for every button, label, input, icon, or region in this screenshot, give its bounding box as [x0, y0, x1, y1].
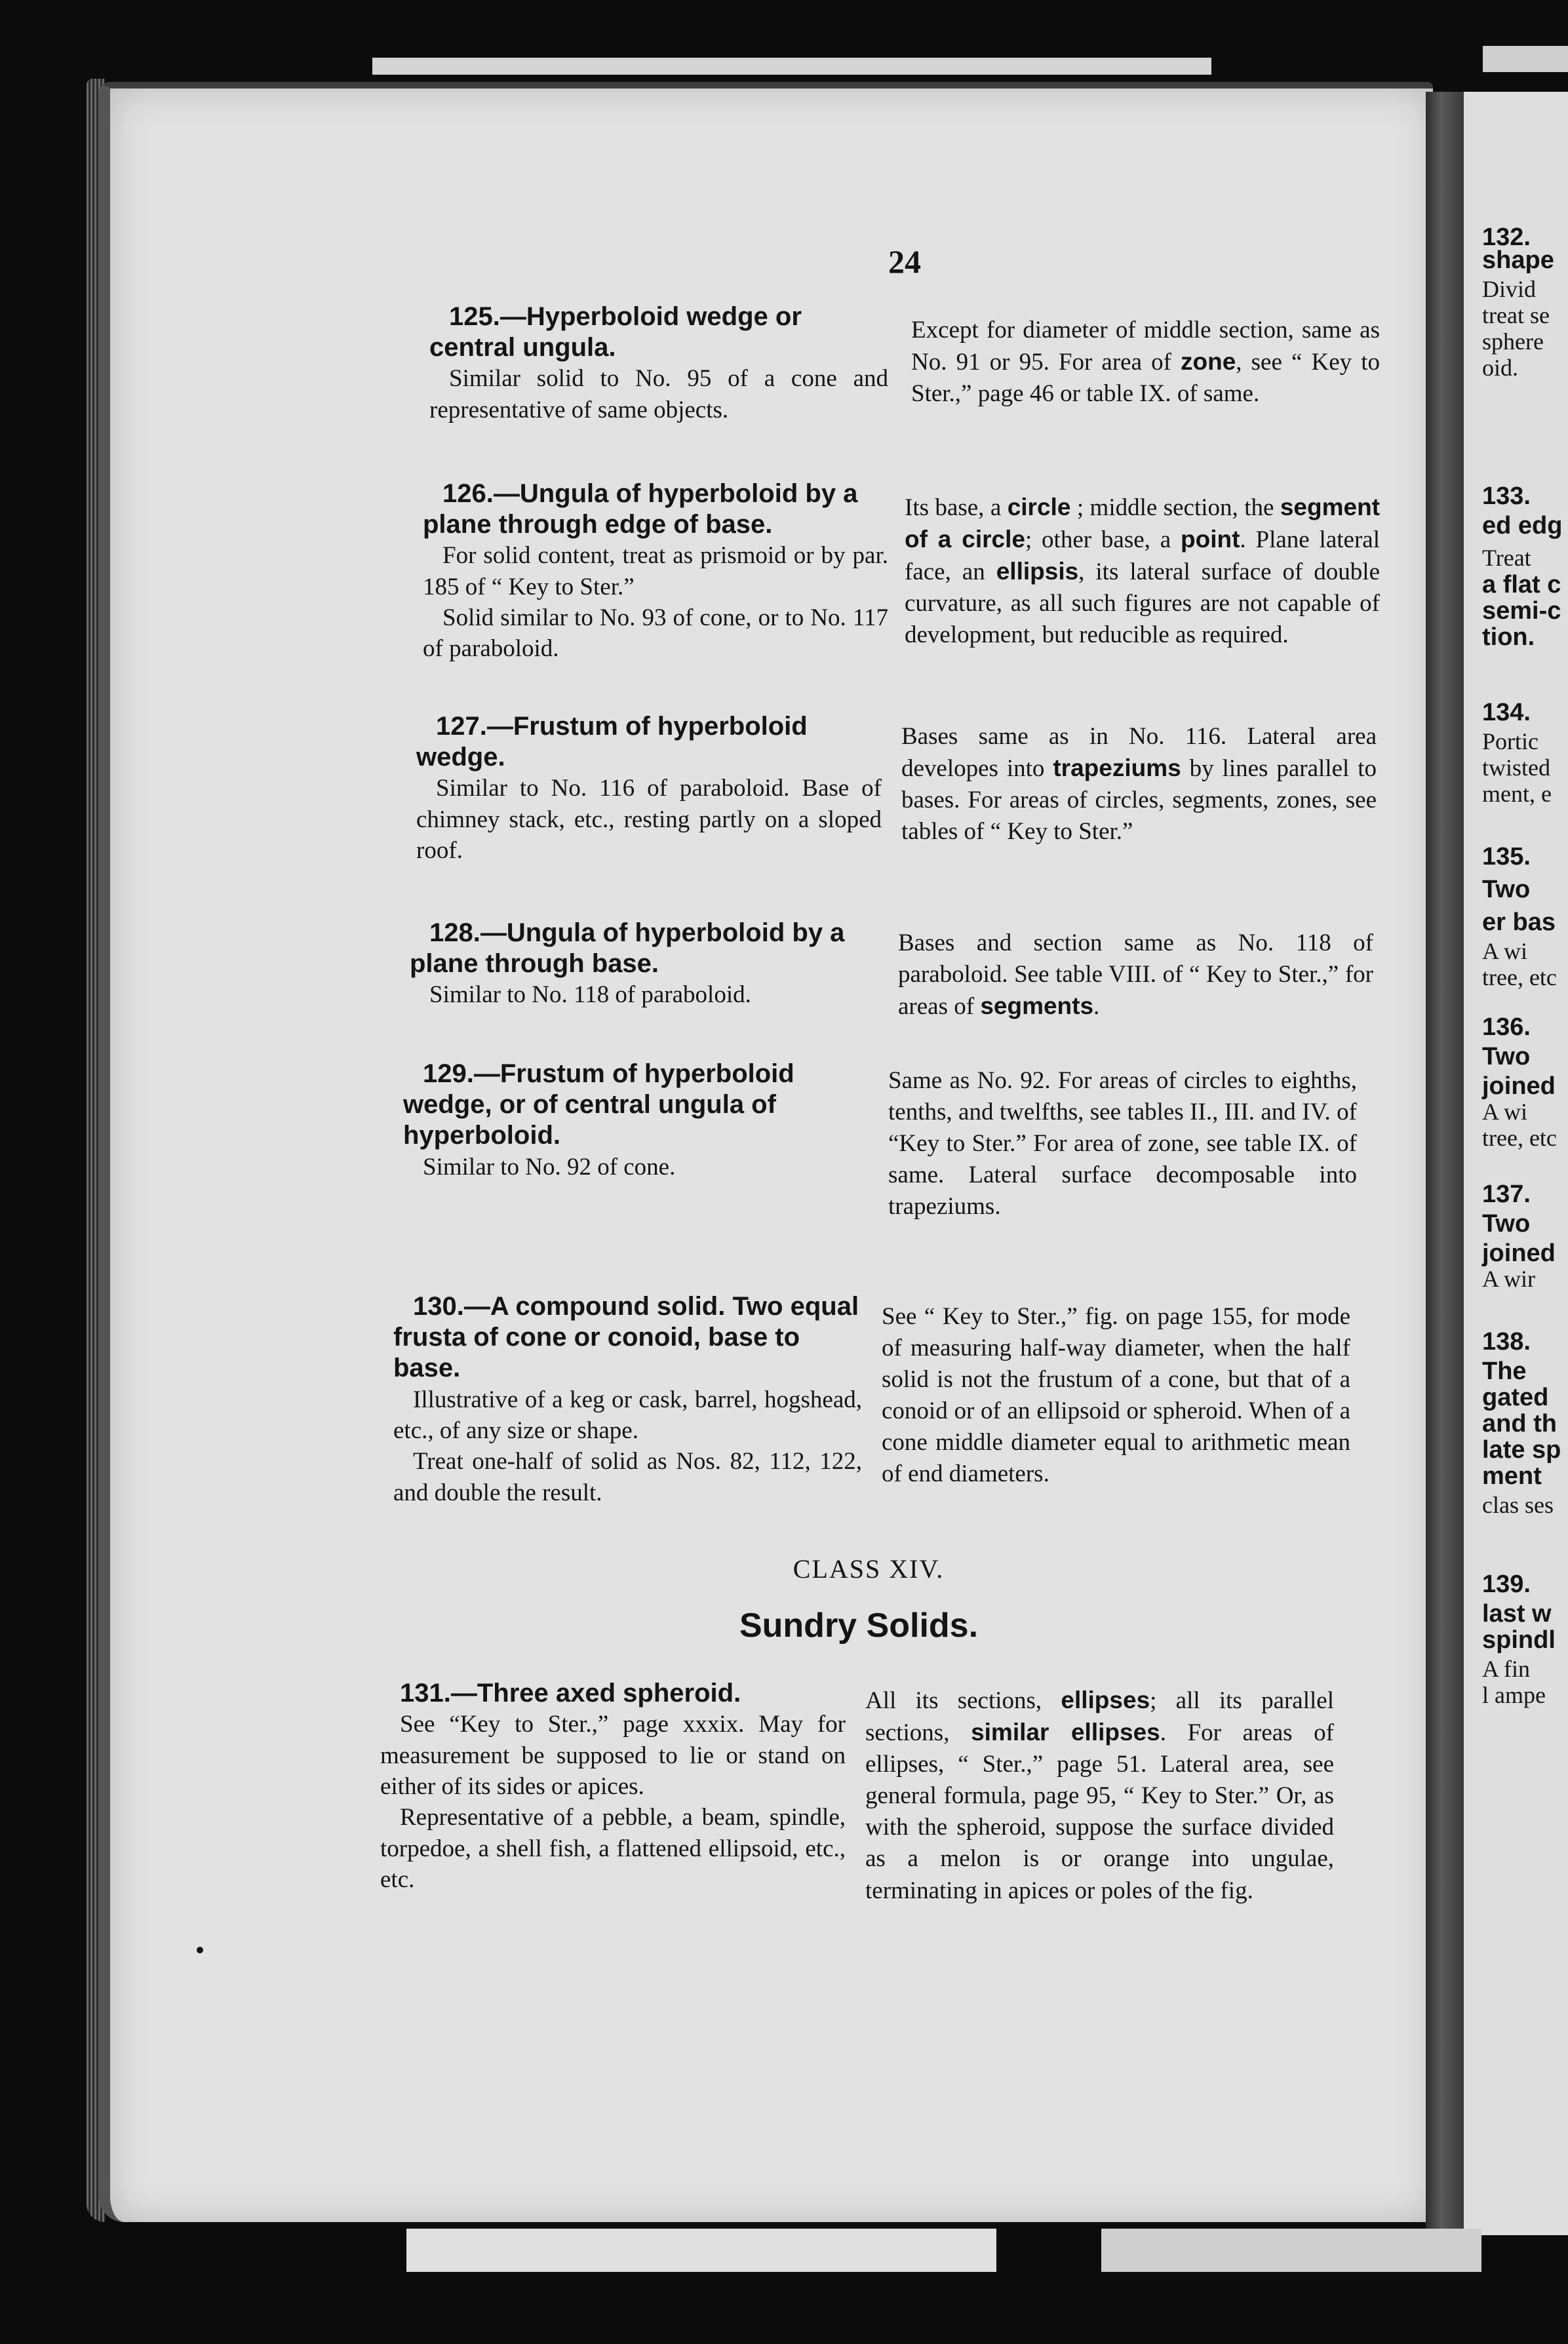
entry-heading: 129.—Frustum of hyperboloid wedge, or of central ungula of hyperboloid.	[403, 1059, 794, 1150]
facing-page-fragment: joined	[1482, 1072, 1556, 1100]
entry-text: Similar to No. 92 of cone.	[423, 1153, 676, 1181]
facing-page-fragment: A wir	[1482, 1266, 1535, 1292]
facing-page-fragment: gated	[1482, 1384, 1549, 1411]
facing-page-fragment: ed edg	[1482, 512, 1563, 539]
facing-page-fragment: Two	[1482, 1043, 1531, 1070]
facing-page-fragment: late sp	[1482, 1436, 1561, 1464]
entry-text: Similar to No. 116 of paraboloid. Base of chimney stack, etc., resting partly on a sloped roof.	[416, 775, 882, 865]
facing-page-fragment: 137.	[1482, 1181, 1531, 1208]
facing-page-fragment: Two	[1482, 1210, 1531, 1238]
entry-text: Illustrative of a keg or cask, barrel, hogshead, etc., of any size or shape.	[393, 1386, 862, 1444]
top-margin-strip	[372, 58, 1211, 75]
facing-page-fragment: 139.	[1482, 1571, 1531, 1598]
facing-page-fragment: tion.	[1482, 623, 1535, 651]
ink-speck	[197, 1947, 203, 1953]
facing-page-fragment: oid.	[1482, 355, 1519, 381]
entry-126-left	[423, 479, 888, 665]
facing-page-fragment: joined	[1482, 1240, 1556, 1267]
facing-page-fragment: twisted	[1482, 754, 1550, 781]
facing-page-fragment: A wi	[1482, 938, 1528, 964]
facing-page-fragment: ment, e	[1482, 781, 1552, 807]
bottom-margin-strip	[406, 2229, 996, 2272]
entry-heading: 126.—Ungula of hyperboloid by a plane through edge of base.	[423, 479, 858, 539]
entry-129-left	[403, 1059, 869, 1182]
entry-heading: 125.—Hyperboloid wedge or central ungula.	[429, 302, 802, 362]
facing-page-fragment: A fin	[1482, 1656, 1531, 1682]
entry-128-description: Bases and section same as No. 118 of paraboloid. See table VIII. of “ Key to Ster.,” for areas of segments.	[898, 929, 1373, 1021]
entry-125-left	[429, 302, 888, 425]
facing-page-fragment: er bas	[1482, 908, 1556, 936]
entry-130-left	[393, 1291, 862, 1508]
entry-126-description: Its base, a circle ; middle section, the segment of a circle; other base, a point. Plane lateral face, an ellipsis, its lateral surface of double curvature, as all such figures are not capable of development, but reducible as required.	[905, 494, 1381, 649]
facing-page-fragment: The	[1482, 1358, 1527, 1385]
entry-text: For solid content, treat as prismoid or by par. 185 of “ Key to Ster.”	[423, 542, 888, 600]
facing-page-fragment: 133.	[1482, 482, 1531, 510]
book-spine	[1426, 92, 1464, 2235]
facing-page	[1464, 92, 1568, 2235]
facing-page-fragment: 138.	[1482, 1328, 1531, 1356]
facing-page-fragment: sphere	[1482, 328, 1544, 355]
facing-page-fragment: semi-c	[1482, 597, 1561, 625]
entry-heading: 127.—Frustum of hyperboloid wedge.	[416, 712, 808, 772]
entry-text: Treat one-half of solid as Nos. 82, 112, 122, and double the result.	[393, 1448, 862, 1506]
facing-page-fragment: Two	[1482, 876, 1531, 903]
class-label: CLASS XIV.	[793, 1554, 945, 1584]
entry-127-left	[416, 711, 882, 866]
facing-page-fragment: last w	[1482, 1600, 1552, 1628]
entry-130-description: See “ Key to Ster.,” fig. on page 155, for mode of measuring half-way diameter, when the half solid is not the frustum of a cone, but that of a conoid or of an ellipsoid or spheroid. When of a cone middle diameter equal to arithmetic mean of end diameters.	[882, 1303, 1350, 1488]
facing-page-fragment: clas ses	[1482, 1492, 1554, 1518]
facing-page-fragment: a flat c	[1482, 571, 1561, 598]
facing-page-fragment: Divid	[1482, 276, 1537, 302]
entry-text: Solid similar to No. 93 of cone, or to No. 117 of paraboloid.	[423, 604, 888, 663]
page-number: 24	[888, 243, 921, 280]
bottom-margin-strip-right	[1101, 2229, 1481, 2272]
entry-text: Representative of a pebble, a beam, spindle, torpedoe, a shell fish, a flattened ellipsoid, etc., etc.	[380, 1804, 846, 1893]
entry-127-description: Bases same as in No. 116. Lateral area developes into trapeziums by lines parallel to bases. For areas of circles, segments, zones, see tables of “ Key to Ster.”	[901, 723, 1377, 846]
entry-text: See “Key to Ster.,” page xxxix. May for measurement be supposed to lie or stand on either of its sides or apices.	[380, 1711, 846, 1800]
facing-page-fragment: Portic	[1482, 728, 1539, 754]
entry-125-description: Except for diameter of middle section, same as No. 91 or 95. For area of zone, see “ Key to Ster.,” page 46 or table IX. of same.	[911, 317, 1380, 408]
facing-page-fragment: shape	[1482, 246, 1554, 274]
facing-page-fragment: tree, etc	[1482, 964, 1557, 990]
facing-page-fragment: ment	[1482, 1462, 1542, 1490]
facing-page-fragment: 136.	[1482, 1013, 1531, 1041]
entry-129-description: Same as No. 92. For areas of circles to eighths, tenths, and twelfths, see tables II., III. and IV. of “Key to Ster.” For area of zone, see table IX. of same. Lateral surface decomposable into trapeziums.	[888, 1067, 1357, 1221]
entry-128-left	[410, 918, 882, 1011]
top-margin-strip-right	[1483, 46, 1568, 72]
facing-page-fragment: 135.	[1482, 843, 1531, 870]
entry-text: Similar solid to No. 95 of a cone and representative of same objects.	[429, 365, 888, 423]
facing-page-fragment: 134.	[1482, 699, 1531, 726]
facing-page-fragment: treat se	[1482, 302, 1550, 328]
entry-heading: 128.—Ungula of hyperboloid by a plane through base.	[410, 918, 845, 979]
section-title: Sundry Solids.	[739, 1607, 979, 1645]
facing-page-fragment: l ampe	[1482, 1682, 1546, 1708]
entry-131-description: All its sections, ellipses; all its parallel sections, similar ellipses. For areas of ellipses, “ Ster.,” page 51. Lateral area, see general formula, page 95, “ Key to Ster.” Or, as with the spheroid, suppose the surface divided as a melon is or orange into ungulae, terminating in apices or poles of the fig.	[865, 1687, 1335, 1904]
facing-page-fragment: and th	[1482, 1410, 1557, 1437]
facing-page-fragment: spindl	[1482, 1626, 1556, 1654]
entry-heading: 130.—A compound solid. Two equal frusta of cone or conoid, base to base.	[393, 1292, 859, 1383]
entry-text: Similar to No. 118 of paraboloid.	[429, 981, 751, 1009]
entry-heading: 131.—Three axed spheroid.	[400, 1679, 741, 1708]
facing-page-fragment: A wi	[1482, 1099, 1528, 1125]
facing-page-fragment: tree, etc	[1482, 1125, 1557, 1151]
facing-page-fragment: Treat	[1482, 545, 1531, 571]
facing-page-fragment: 132.	[1482, 224, 1531, 251]
entry-131-left	[380, 1678, 846, 1895]
